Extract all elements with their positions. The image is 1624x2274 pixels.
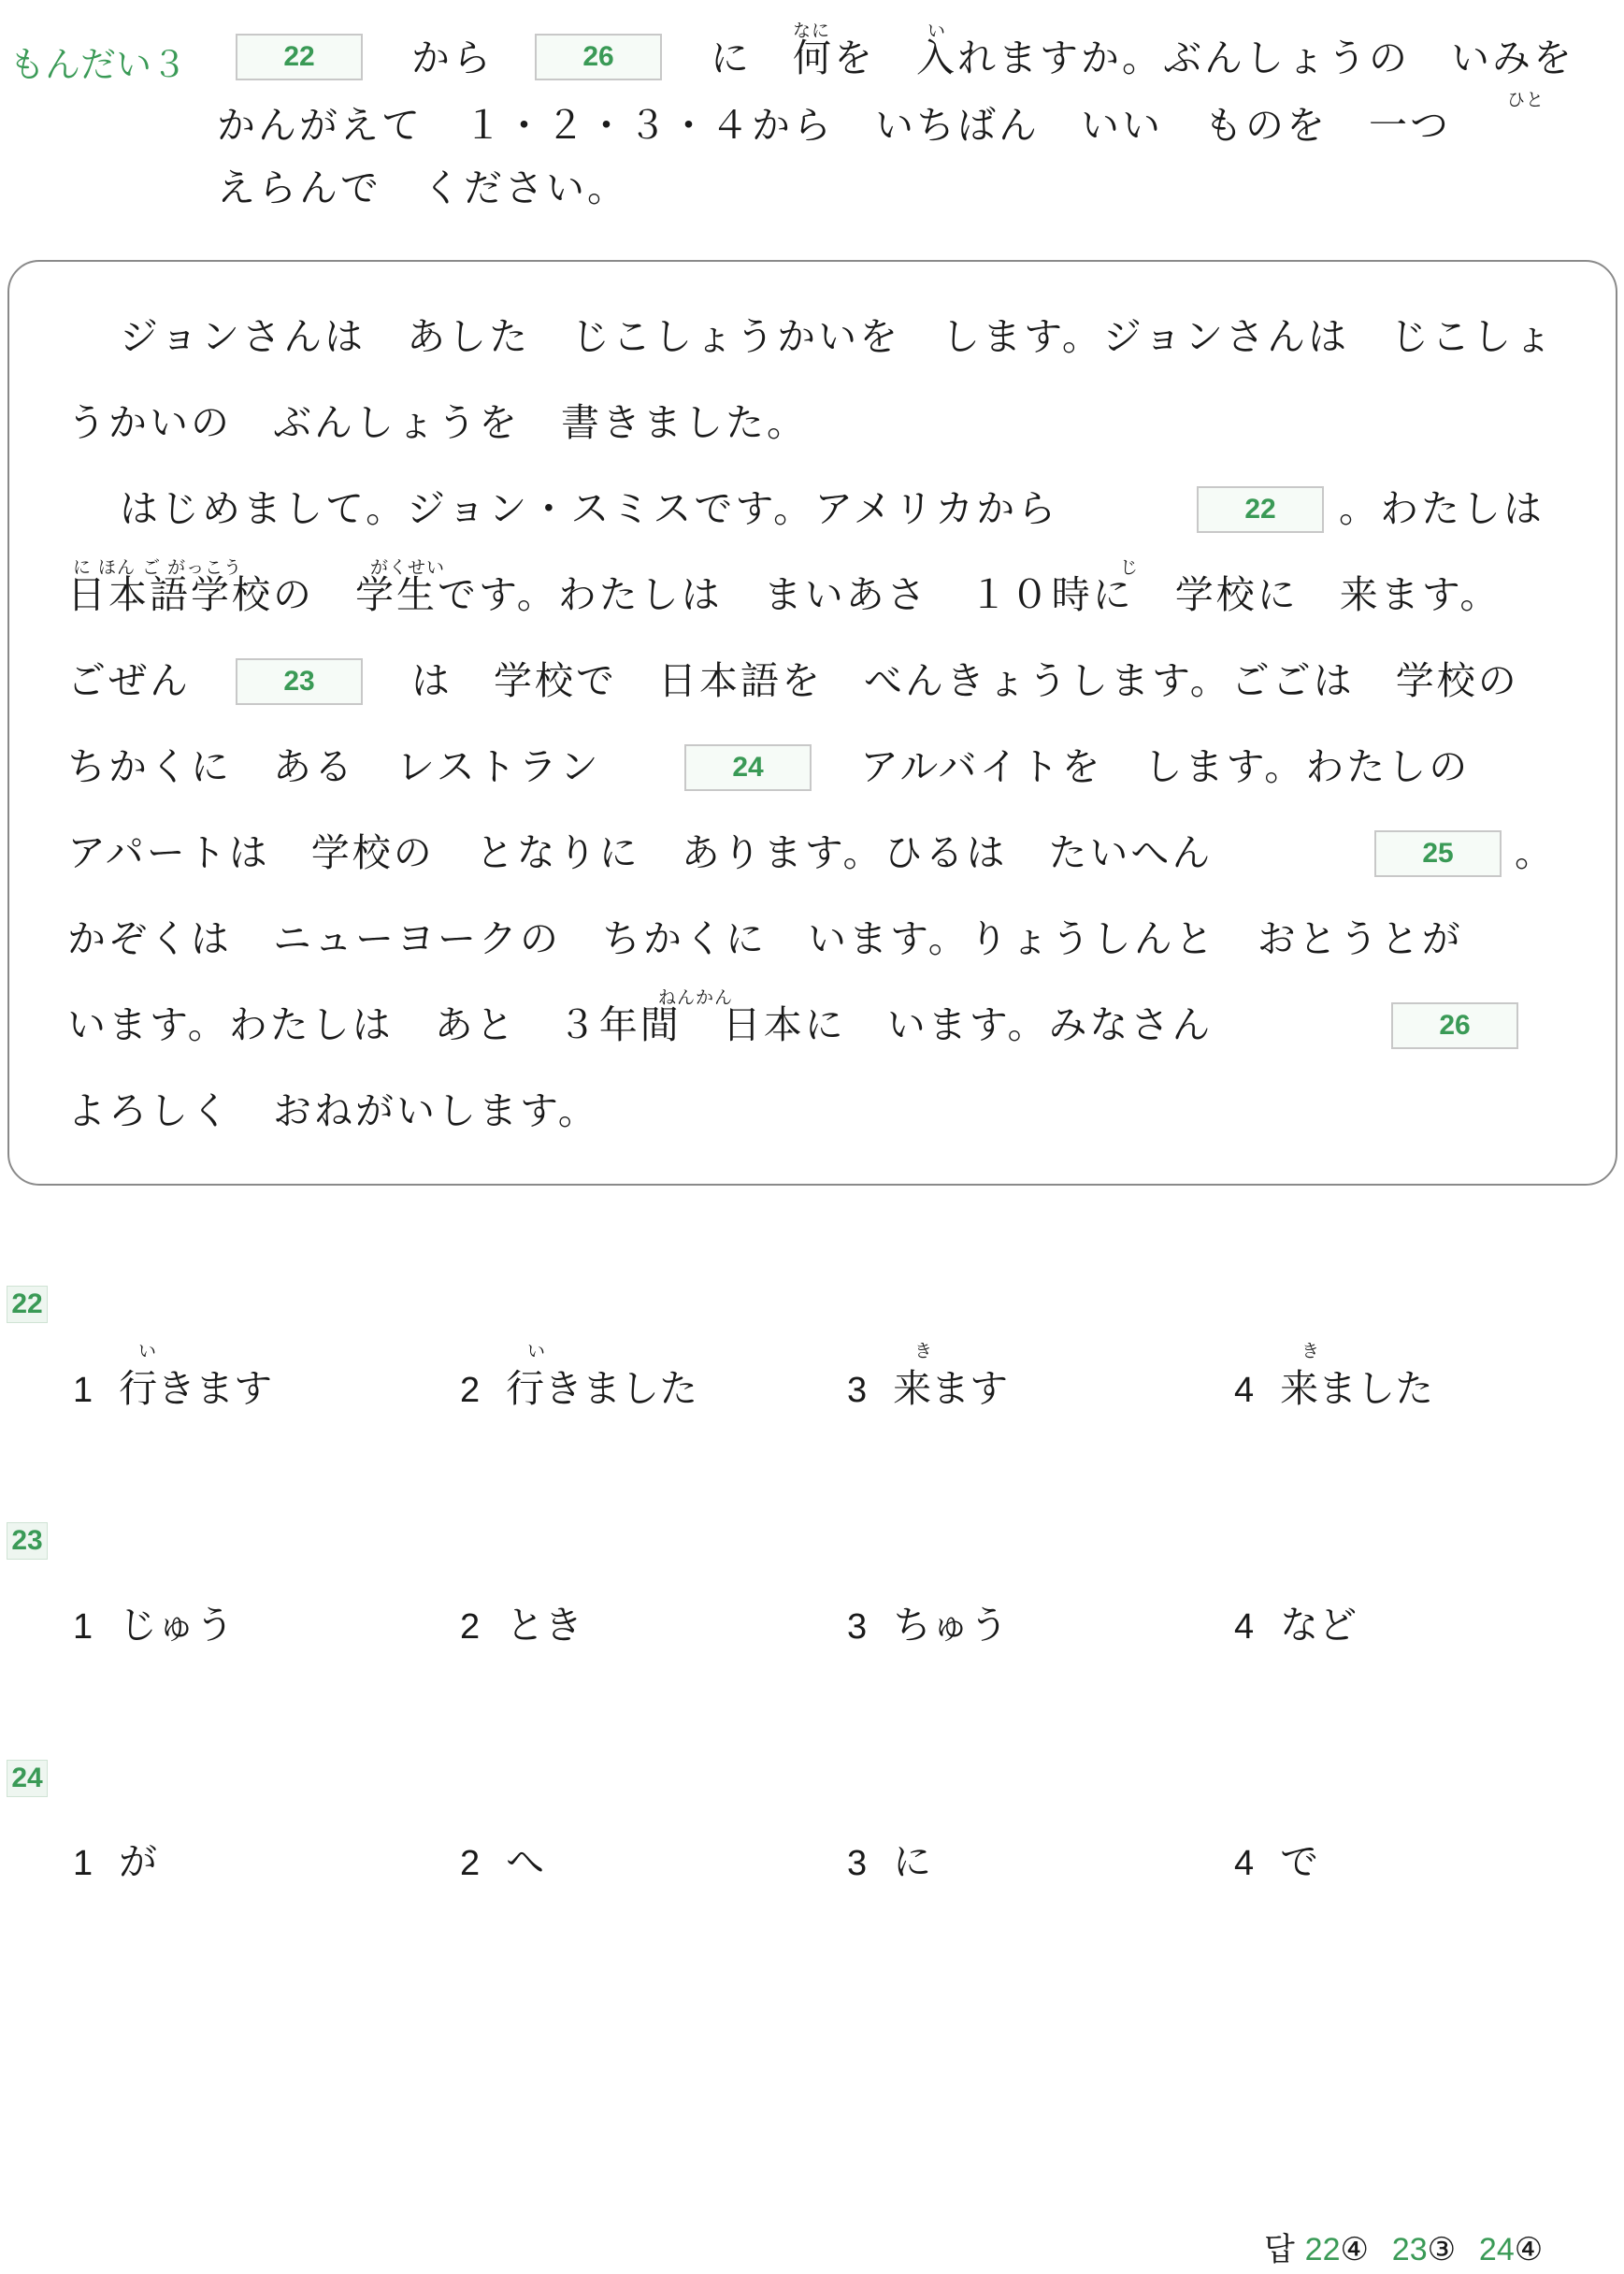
option-22-4[interactable] xyxy=(1234,1358,1433,1413)
answer-23-number: 23 xyxy=(1391,2232,1428,2267)
passage-line-7a: アパートは 学校の となりに あります。ひるは たいへん xyxy=(67,830,1214,875)
blank-22: 22 xyxy=(1197,486,1324,533)
blank-26: 26 xyxy=(1391,1002,1518,1049)
passage-line-7b: 。 xyxy=(1515,830,1556,875)
blank-23: 23 xyxy=(236,658,363,705)
passage-line-3b: 。わたしは xyxy=(1339,486,1545,531)
answer-24-choice: ④ xyxy=(1514,2231,1544,2268)
option-24-2[interactable] xyxy=(460,1831,544,1886)
passage-line-2: うかいの ぶんしょうを 書きました。 xyxy=(67,400,808,445)
option-24-1[interactable] xyxy=(73,1831,157,1886)
passage-line-6b: アルバイトを します。わたしの xyxy=(860,744,1471,789)
kara-text: から xyxy=(411,36,494,80)
blank-22-ref: 22 xyxy=(236,34,363,80)
ruby-i: い xyxy=(927,21,947,41)
option-number: 2 xyxy=(460,1371,481,1410)
option-text: へ xyxy=(506,1839,545,1884)
ruby-hito: ひと xyxy=(1507,90,1545,110)
ruby-nani: なに xyxy=(793,21,831,41)
answer-23-choice: ③ xyxy=(1427,2231,1457,2268)
ruby-ji: じ xyxy=(1120,557,1140,578)
option-text: 行きました xyxy=(506,1366,698,1411)
option-ruby: い xyxy=(527,1341,546,1361)
instruction-line1: に 何を 入れますか。ぶんしょうの いみを xyxy=(711,36,1574,80)
passage-line-3a: はじめまして。ジョン・スミスです。アメリカから xyxy=(120,486,1059,531)
option-number: 4 xyxy=(1234,1607,1255,1647)
blank-24: 24 xyxy=(684,744,812,791)
option-text: で xyxy=(1280,1839,1319,1884)
passage-line-9a: います。わたしは あと ３年間 日本に います。みなさん xyxy=(67,1002,1214,1047)
answer-22-number: 22 xyxy=(1304,2232,1341,2267)
passage-line-8: かぞくは ニューヨークの ちかくに います。りょうしんと おとうとが xyxy=(67,916,1463,961)
option-22-2[interactable] xyxy=(460,1358,697,1413)
option-ruby: き xyxy=(914,1341,933,1361)
option-text: 行きます xyxy=(119,1366,273,1411)
option-23-4[interactable] xyxy=(1234,1594,1357,1649)
ruby-gakusei: がくせい xyxy=(370,557,446,578)
option-24-4[interactable] xyxy=(1234,1831,1318,1886)
option-22-3[interactable] xyxy=(847,1358,1008,1413)
option-23-3[interactable] xyxy=(847,1594,1008,1649)
option-text: 来ます xyxy=(893,1366,1009,1411)
passage-line-5a: ごぜん xyxy=(67,658,191,703)
question-number: 22 xyxy=(7,1286,48,1323)
mondai-label: もんだい３ xyxy=(9,44,188,85)
answer-key xyxy=(1264,2224,1543,2269)
option-text: が xyxy=(119,1839,158,1884)
option-text: に xyxy=(893,1839,932,1884)
option-number: 2 xyxy=(460,1844,481,1883)
blank-25: 25 xyxy=(1374,830,1502,877)
option-22-1[interactable] xyxy=(73,1358,272,1413)
option-23-1[interactable] xyxy=(73,1594,234,1649)
instruction-line2: かんがえて １・２・３・４から いちばん いい ものを 一つ xyxy=(217,103,1451,148)
passage-line-6a: ちかくに ある レストラン xyxy=(67,744,601,789)
option-text: とき xyxy=(506,1603,583,1648)
option-number: 1 xyxy=(73,1607,93,1647)
passage-line-5b: は 学校で 日本語を べんきょうします。ごごは 学校の xyxy=(411,658,1519,703)
option-number: 1 xyxy=(73,1844,93,1883)
option-ruby: き xyxy=(1301,1341,1320,1361)
answer-24-number: 24 xyxy=(1478,2232,1515,2267)
option-24-3[interactable] xyxy=(847,1831,931,1886)
ruby-nihongo-gakkou: に ほん ご がっこう xyxy=(73,557,243,578)
option-number: 4 xyxy=(1234,1371,1255,1410)
instruction-line3: えらんで ください。 xyxy=(217,166,628,210)
answer-label: 답 xyxy=(1264,2231,1295,2268)
ruby-nenkan: ねんかん xyxy=(658,987,734,1008)
question-number: 24 xyxy=(7,1760,48,1797)
passage-line-10: よろしく おねがいします。 xyxy=(67,1088,599,1133)
blank-26-ref: 26 xyxy=(535,34,662,80)
option-text: じゅう xyxy=(119,1603,235,1648)
option-ruby: い xyxy=(138,1341,157,1361)
question-number: 23 xyxy=(7,1522,48,1560)
option-number: 3 xyxy=(847,1607,868,1647)
answer-22-choice: ④ xyxy=(1340,2231,1369,2268)
passage-line-1: ジョンさんは あした じこしょうかいを します。ジョンさんは じこしょ xyxy=(120,314,1556,359)
option-23-2[interactable] xyxy=(460,1594,582,1649)
option-text: ちゅう xyxy=(893,1603,1009,1648)
option-number: 2 xyxy=(460,1607,481,1647)
passage-line-4: 日本語学校の 学生です。わたしは まいあさ １０時に 学校に 来ます。 xyxy=(67,572,1502,617)
option-number: 4 xyxy=(1234,1844,1255,1883)
option-text: など xyxy=(1280,1603,1358,1648)
option-number: 3 xyxy=(847,1371,868,1410)
option-number: 1 xyxy=(73,1371,93,1410)
option-number: 3 xyxy=(847,1844,868,1883)
option-text: 来ました xyxy=(1280,1366,1434,1411)
